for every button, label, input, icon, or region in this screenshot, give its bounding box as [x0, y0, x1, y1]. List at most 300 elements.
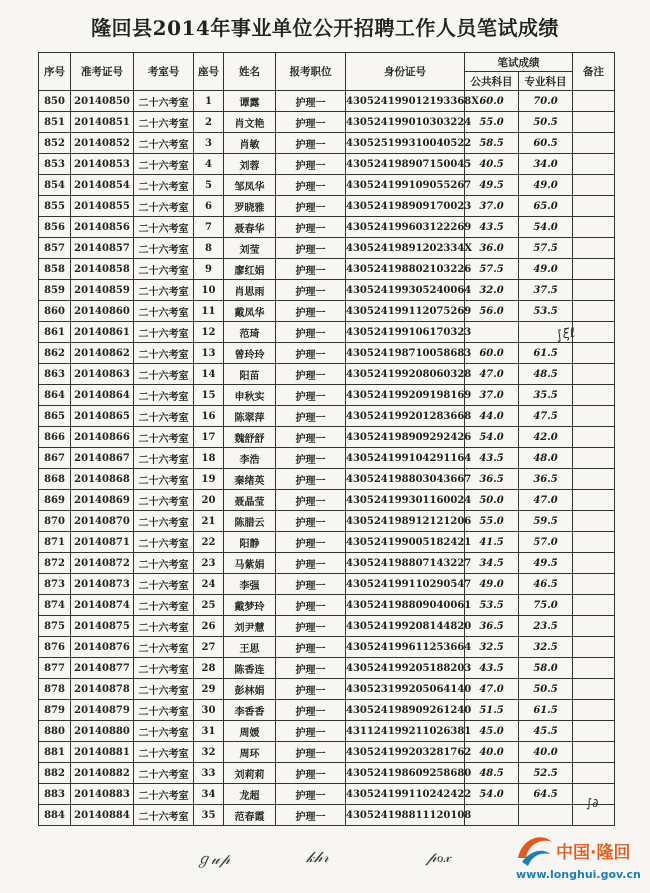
table-row: [39, 805, 615, 826]
cell-seat: 1: [194, 91, 224, 112]
cell-position: 护理一: [276, 406, 346, 427]
cell-seq: 860: [39, 301, 71, 322]
cell-room: 二十六考室: [134, 763, 194, 784]
cell-note: [573, 448, 615, 469]
cell-major-score: 53.5: [519, 301, 573, 322]
cell-seq: 868: [39, 469, 71, 490]
cell-major-score: 64.5: [519, 784, 573, 805]
cell-note: [573, 406, 615, 427]
cell-exam-no: 20140873: [71, 574, 134, 595]
cell-public-score: 48.5: [465, 763, 519, 784]
cell-public-score: 47.0: [465, 364, 519, 385]
cell-major-score: 61.5: [519, 700, 573, 721]
cell-room: 二十六考室: [134, 469, 194, 490]
cell-public-score: 41.5: [465, 532, 519, 553]
cell-name: 陈翠萍: [224, 406, 276, 427]
header-seat: 座号: [194, 53, 224, 91]
cell-id: 430524199110290547: [346, 574, 465, 595]
cell-seq: 869: [39, 490, 71, 511]
cell-room: 二十六考室: [134, 133, 194, 154]
cell-public-score: 34.5: [465, 553, 519, 574]
signature-3: 𝓅ℴ𝓍: [426, 848, 451, 866]
cell-seat: 27: [194, 637, 224, 658]
cell-public-score: 60.0: [465, 91, 519, 112]
cell-room: 二十六考室: [134, 511, 194, 532]
cell-room: 二十六考室: [134, 385, 194, 406]
cell-public-score: 56.0: [465, 301, 519, 322]
cell-position: 护理一: [276, 637, 346, 658]
table-row: [39, 700, 615, 721]
cell-room: 二十六考室: [134, 595, 194, 616]
cell-seq: 874: [39, 595, 71, 616]
cell-major-score: 46.5: [519, 574, 573, 595]
cell-id: 430524198802103226: [346, 259, 465, 280]
cell-note: [573, 196, 615, 217]
cell-seat: 25: [194, 595, 224, 616]
cell-name: 廖红娟: [224, 259, 276, 280]
header-exam-no: 准考证号: [71, 53, 134, 91]
cell-name: 谭露: [224, 91, 276, 112]
cell-position: 护理一: [276, 385, 346, 406]
cell-major-score: 59.5: [519, 511, 573, 532]
cell-id: 430524198809040061: [346, 595, 465, 616]
cell-position: 护理一: [276, 784, 346, 805]
cell-room: 二十六考室: [134, 574, 194, 595]
cell-room: 二十六考室: [134, 742, 194, 763]
cell-exam-no: 20140854: [71, 175, 134, 196]
cell-major-score: 34.0: [519, 154, 573, 175]
cell-name: 曾玲玲: [224, 343, 276, 364]
table-row: [39, 784, 615, 805]
cell-id: 43052419891202334X: [346, 238, 465, 259]
cell-id: 430524198811120108: [346, 805, 465, 826]
cell-seq: 855: [39, 196, 71, 217]
cell-exam-no: 20140881: [71, 742, 134, 763]
cell-note: [573, 490, 615, 511]
cell-name: 王思: [224, 637, 276, 658]
cell-position: 护理一: [276, 574, 346, 595]
cell-name: 刘蓉: [224, 154, 276, 175]
cell-room: 二十六考室: [134, 805, 194, 826]
cell-seat: 20: [194, 490, 224, 511]
cell-id: 430524199203281762: [346, 742, 465, 763]
header-public: 公共科目: [465, 72, 519, 91]
cell-public-score: 54.0: [465, 784, 519, 805]
cell-position: 护理一: [276, 805, 346, 826]
cell-room: 二十六考室: [134, 112, 194, 133]
cell-room: 二十六考室: [134, 238, 194, 259]
cell-note: [573, 280, 615, 301]
cell-position: 护理一: [276, 259, 346, 280]
cell-note: [573, 553, 615, 574]
cell-note: [573, 427, 615, 448]
cell-seq: 884: [39, 805, 71, 826]
cell-exam-no: 20140858: [71, 259, 134, 280]
table-row: [39, 259, 615, 280]
cell-room: 二十六考室: [134, 196, 194, 217]
cell-seq: 857: [39, 238, 71, 259]
cell-seat: 22: [194, 532, 224, 553]
cell-position: 护理一: [276, 133, 346, 154]
cell-public-score: 44.0: [465, 406, 519, 427]
cell-major-score: 42.0: [519, 427, 573, 448]
cell-seat: 23: [194, 553, 224, 574]
cell-seq: 866: [39, 427, 71, 448]
cell-exam-no: 20140870: [71, 511, 134, 532]
cell-public-score: 53.5: [465, 595, 519, 616]
cell-note: [573, 133, 615, 154]
cell-name: 彭林娟: [224, 679, 276, 700]
cell-exam-no: 20140867: [71, 448, 134, 469]
cell-seq: 871: [39, 532, 71, 553]
cell-exam-no: 20140855: [71, 196, 134, 217]
cell-major-score: 50.5: [519, 679, 573, 700]
cell-note: [573, 385, 615, 406]
cell-seat: 11: [194, 301, 224, 322]
cell-name: 刘尹慧: [224, 616, 276, 637]
cell-exam-no: 20140857: [71, 238, 134, 259]
cell-exam-no: 20140851: [71, 112, 134, 133]
cell-id: 430524199012193368X: [346, 91, 465, 112]
cell-major-score: 47.0: [519, 490, 573, 511]
cell-seq: 856: [39, 217, 71, 238]
handwritten-mark-absent: ∫ξℓ: [554, 325, 577, 344]
cell-room: 二十六考室: [134, 427, 194, 448]
cell-public-score: 32.0: [465, 280, 519, 301]
cell-note: [573, 532, 615, 553]
cell-name: 阳静: [224, 532, 276, 553]
cell-public-score: 36.0: [465, 238, 519, 259]
cell-id: 430524199603122269: [346, 217, 465, 238]
cell-major-score: 70.0: [519, 91, 573, 112]
cell-position: 护理一: [276, 742, 346, 763]
table-row: [39, 511, 615, 532]
cell-seat: 4: [194, 154, 224, 175]
cell-note: [573, 637, 615, 658]
cell-note: [573, 175, 615, 196]
cell-major-score: 37.5: [519, 280, 573, 301]
cell-seat: 29: [194, 679, 224, 700]
table-row: [39, 532, 615, 553]
cell-seat: 26: [194, 616, 224, 637]
handwritten-mark-note: ∫∂: [586, 796, 599, 810]
cell-position: 护理一: [276, 280, 346, 301]
cell-seat: 14: [194, 364, 224, 385]
cell-id: 431124199211026381: [346, 721, 465, 742]
cell-major-score: 54.0: [519, 217, 573, 238]
cell-public-score: 58.5: [465, 133, 519, 154]
cell-seat: 21: [194, 511, 224, 532]
cell-position: 护理一: [276, 700, 346, 721]
cell-room: 二十六考室: [134, 658, 194, 679]
cell-exam-no: 20140876: [71, 637, 134, 658]
table-row: [39, 658, 615, 679]
cell-exam-no: 20140853: [71, 154, 134, 175]
cell-position: 护理一: [276, 322, 346, 343]
cell-room: 二十六考室: [134, 259, 194, 280]
cell-room: 二十六考室: [134, 553, 194, 574]
cell-seat: 34: [194, 784, 224, 805]
cell-position: 护理一: [276, 763, 346, 784]
cell-exam-no: 20140863: [71, 364, 134, 385]
cell-position: 护理一: [276, 217, 346, 238]
cell-id: 430524199109055267: [346, 175, 465, 196]
cell-name: 肖思雨: [224, 280, 276, 301]
cell-seq: 863: [39, 364, 71, 385]
header-note: 备注: [573, 53, 615, 91]
cell-seq: 883: [39, 784, 71, 805]
cell-major-score: 52.5: [519, 763, 573, 784]
cell-note: [573, 154, 615, 175]
cell-exam-no: 20140865: [71, 406, 134, 427]
cell-exam-no: 20140872: [71, 553, 134, 574]
cell-name: 李浩: [224, 448, 276, 469]
table-row: [39, 427, 615, 448]
cell-seq: 854: [39, 175, 71, 196]
cell-name: 申秋实: [224, 385, 276, 406]
table-row: [39, 679, 615, 700]
table-row: [39, 112, 615, 133]
cell-id: 430524199205188203: [346, 658, 465, 679]
cell-seat: 3: [194, 133, 224, 154]
cell-room: 二十六考室: [134, 301, 194, 322]
cell-name: 邹凤华: [224, 175, 276, 196]
cell-room: 二十六考室: [134, 784, 194, 805]
cell-position: 护理一: [276, 427, 346, 448]
cell-public-score: 57.5: [465, 259, 519, 280]
cell-public-score: 47.0: [465, 679, 519, 700]
cell-seq: 870: [39, 511, 71, 532]
cell-exam-no: 20140874: [71, 595, 134, 616]
cell-id: 430524198909292426: [346, 427, 465, 448]
cell-note: [573, 763, 615, 784]
cell-id: 430524199106170323: [346, 322, 465, 343]
cell-seat: 33: [194, 763, 224, 784]
cell-position: 护理一: [276, 511, 346, 532]
watermark-text: 中国·隆回: [556, 843, 631, 863]
cell-note: [573, 301, 615, 322]
cell-exam-no: 20140868: [71, 469, 134, 490]
cell-position: 护理一: [276, 658, 346, 679]
header-seq: 序号: [39, 53, 71, 91]
table-body: [39, 91, 615, 826]
cell-name: 周媛: [224, 721, 276, 742]
cell-name: 肖敏: [224, 133, 276, 154]
cell-major-score: 65.0: [519, 196, 573, 217]
cell-room: 二十六考室: [134, 679, 194, 700]
cell-id: 430524199201283668: [346, 406, 465, 427]
cell-id: 430524198710058683: [346, 343, 465, 364]
cell-room: 二十六考室: [134, 364, 194, 385]
cell-public-score: [465, 322, 519, 343]
table-row: [39, 154, 615, 175]
cell-public-score: 60.0: [465, 343, 519, 364]
cell-exam-no: 20140866: [71, 427, 134, 448]
watermark-url: www.longhui.gov.cn: [516, 868, 641, 881]
cell-name: 刘莉莉: [224, 763, 276, 784]
table-row: [39, 448, 615, 469]
cell-seq: 873: [39, 574, 71, 595]
cell-public-score: 54.0: [465, 427, 519, 448]
cell-seat: 35: [194, 805, 224, 826]
cell-exam-no: 20140860: [71, 301, 134, 322]
cell-id: 430524199305240064: [346, 280, 465, 301]
cell-exam-no: 20140884: [71, 805, 134, 826]
cell-seat: 8: [194, 238, 224, 259]
cell-major-score: 61.5: [519, 343, 573, 364]
cell-position: 护理一: [276, 553, 346, 574]
cell-public-score: 37.0: [465, 385, 519, 406]
cell-seat: 31: [194, 721, 224, 742]
cell-major-score: [519, 805, 573, 826]
cell-name: 戴梦玲: [224, 595, 276, 616]
cell-position: 护理一: [276, 616, 346, 637]
cell-seat: 13: [194, 343, 224, 364]
table-row: [39, 574, 615, 595]
cell-id: 430525199310040522: [346, 133, 465, 154]
header-id: 身份证号: [346, 53, 465, 91]
cell-seq: 880: [39, 721, 71, 742]
cell-room: 二十六考室: [134, 490, 194, 511]
header-room: 考室号: [134, 53, 194, 91]
watermark-logo-icon: [512, 828, 556, 872]
cell-name: 聂春华: [224, 217, 276, 238]
cell-public-score: 51.5: [465, 700, 519, 721]
cell-name: 肖文艳: [224, 112, 276, 133]
cell-exam-no: 20140850: [71, 91, 134, 112]
cell-name: 陈香连: [224, 658, 276, 679]
cell-major-score: 45.5: [519, 721, 573, 742]
cell-id: 430524198907150045: [346, 154, 465, 175]
cell-major-score: 40.0: [519, 742, 573, 763]
cell-major-score: 75.0: [519, 595, 573, 616]
table-row: [39, 595, 615, 616]
cell-public-score: 40.0: [465, 742, 519, 763]
cell-room: 二十六考室: [134, 700, 194, 721]
header-major: 专业科目: [519, 72, 573, 91]
cell-exam-no: 20140856: [71, 217, 134, 238]
watermark: [512, 828, 642, 886]
cell-major-score: 35.5: [519, 385, 573, 406]
cell-exam-no: 20140864: [71, 385, 134, 406]
cell-public-score: 55.0: [465, 511, 519, 532]
cell-id: 430524198912121206: [346, 511, 465, 532]
cell-seq: 851: [39, 112, 71, 133]
cell-seat: 6: [194, 196, 224, 217]
cell-note: [573, 91, 615, 112]
cell-major-score: 60.5: [519, 133, 573, 154]
cell-position: 护理一: [276, 112, 346, 133]
cell-seq: 881: [39, 742, 71, 763]
cell-position: 护理一: [276, 595, 346, 616]
cell-room: 二十六考室: [134, 175, 194, 196]
cell-note: [573, 574, 615, 595]
cell-seq: 862: [39, 343, 71, 364]
signature-2: 𝓀𝒽𝓇: [306, 848, 329, 866]
cell-seq: 858: [39, 259, 71, 280]
cell-seq: 852: [39, 133, 71, 154]
cell-id: 430524198803043667: [346, 469, 465, 490]
cell-major-score: 48.5: [519, 364, 573, 385]
cell-name: 魏舒舒: [224, 427, 276, 448]
table-row: [39, 343, 615, 364]
table-row: [39, 553, 615, 574]
cell-seat: 24: [194, 574, 224, 595]
table-row: [39, 322, 615, 343]
cell-id: 430523199205064140: [346, 679, 465, 700]
cell-note: [573, 721, 615, 742]
cell-name: 范春霞: [224, 805, 276, 826]
cell-id: 430524199005182421: [346, 532, 465, 553]
cell-position: 护理一: [276, 196, 346, 217]
cell-exam-no: 20140879: [71, 700, 134, 721]
cell-exam-no: 20140882: [71, 763, 134, 784]
cell-public-score: 43.5: [465, 658, 519, 679]
cell-seq: 864: [39, 385, 71, 406]
cell-id: 430524198909170023: [346, 196, 465, 217]
cell-note: [573, 679, 615, 700]
cell-note: [573, 343, 615, 364]
cell-public-score: 49.5: [465, 175, 519, 196]
cell-seq: 859: [39, 280, 71, 301]
cell-note: [573, 658, 615, 679]
cell-name: 阳苗: [224, 364, 276, 385]
cell-position: 护理一: [276, 175, 346, 196]
cell-major-score: 47.5: [519, 406, 573, 427]
cell-seat: 10: [194, 280, 224, 301]
table-row: [39, 133, 615, 154]
cell-id: 430524199208144820: [346, 616, 465, 637]
cell-room: 二十六考室: [134, 616, 194, 637]
cell-exam-no: 20140852: [71, 133, 134, 154]
table-row: [39, 406, 615, 427]
cell-room: 二十六考室: [134, 406, 194, 427]
cell-seat: 5: [194, 175, 224, 196]
cell-public-score: 36.5: [465, 616, 519, 637]
cell-position: 护理一: [276, 532, 346, 553]
table-row: [39, 91, 615, 112]
cell-position: 护理一: [276, 364, 346, 385]
cell-name: 李强: [224, 574, 276, 595]
cell-major-score: 50.5: [519, 112, 573, 133]
cell-seq: 865: [39, 406, 71, 427]
cell-major-score: 49.0: [519, 175, 573, 196]
cell-seq: 861: [39, 322, 71, 343]
cell-exam-no: 20140875: [71, 616, 134, 637]
cell-room: 二十六考室: [134, 637, 194, 658]
cell-note: [573, 700, 615, 721]
cell-seat: 28: [194, 658, 224, 679]
cell-public-score: [465, 805, 519, 826]
cell-note: [573, 595, 615, 616]
cell-note: [573, 511, 615, 532]
cell-seat: 7: [194, 217, 224, 238]
header-written: 笔试成绩: [465, 53, 573, 72]
cell-id: 430524199209198169: [346, 385, 465, 406]
cell-seq: 882: [39, 763, 71, 784]
cell-exam-no: 20140859: [71, 280, 134, 301]
cell-position: 护理一: [276, 448, 346, 469]
cell-name: 陈腊云: [224, 511, 276, 532]
cell-position: 护理一: [276, 721, 346, 742]
cell-note: [573, 616, 615, 637]
cell-seq: 850: [39, 91, 71, 112]
table-row: [39, 742, 615, 763]
cell-id: 430524199104291164: [346, 448, 465, 469]
cell-seat: 16: [194, 406, 224, 427]
cell-exam-no: 20140861: [71, 322, 134, 343]
cell-exam-no: 20140871: [71, 532, 134, 553]
